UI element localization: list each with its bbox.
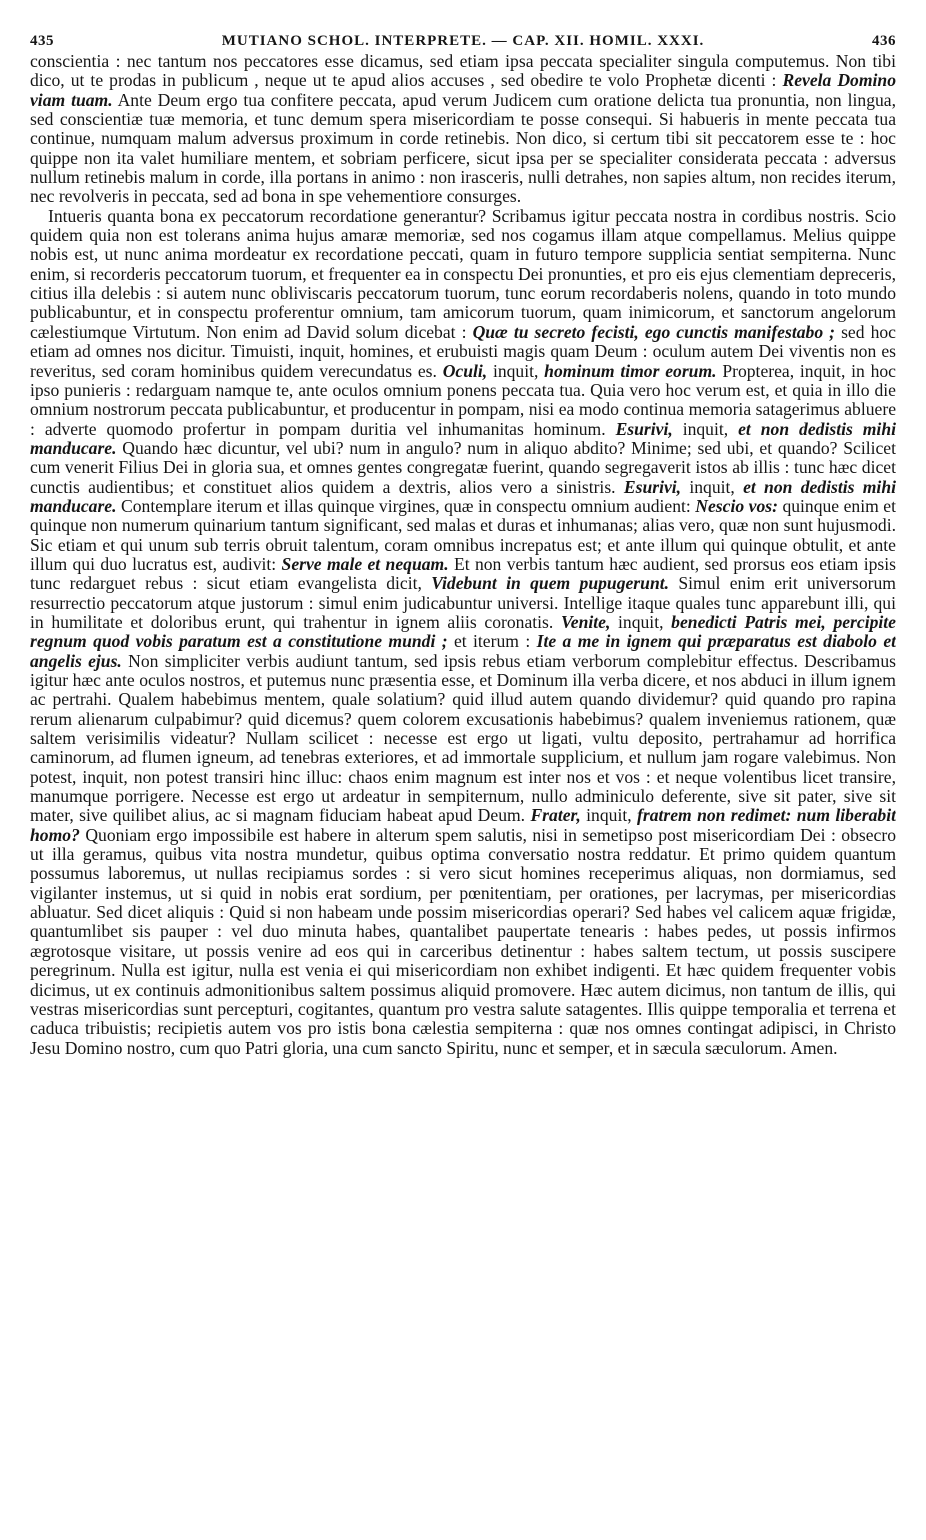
text-run: Et non verbis tantum hæc audient, sed prorsus eos etiam ipsis tunc redarguet rebus : sicut etiam evangelista dicit, <box>30 553 896 594</box>
text-run: conscientia : nec tantum nos peccatores esse dicamus, sed etiam ipsa peccata specialiter singula computemus. Non tibi dico, ut te prodas in publicum , neque ut te apud alios accuses , sed obedire te volo Prophetæ dicenti : <box>30 51 896 91</box>
italic-quotation: Revela Domino viam tuam. <box>30 70 896 110</box>
text-run: et iterum : <box>447 631 537 652</box>
paragraph <box>30 207 896 1058</box>
italic-quotation: Esurivi, <box>623 476 682 497</box>
italic-quotation: et non dedistis mihi manducare. <box>30 476 896 516</box>
italic-quotation: hominum timor eorum. <box>544 360 717 381</box>
italic-quotation: Frater, <box>530 805 581 826</box>
running-header <box>30 30 896 52</box>
text-run: Quoniam ergo impossibile est habere in alterum spem salutis, nisi in semetipso post misericordiam Dei : obsecro ut illa geramus, quibus vita nostra mundetur, quibus optima conversatio nostra reddatur. Et primo quidem quantum possumus laboremus, ut nullas recipiamus sordes : si vero sicut homines receperimus aliquas, non dormiamus, sed vigilanter instemus, ut si quid in nobis erat sordium, per pœnitentiam, per orationes, per lacrymas, per misericordias abluatur. Sed dicet aliquis : Quid si non habeam unde possim misericordias operari? Sed habes vel calicem aquæ frigidæ, quantumlibet sis pauper : vel duo minuta habes, quantalibet paupertate tenearis : habes pedes, ut possis infirmos ægrotosque visitare, ut possis venire ad eos qui in carceribus detinentur : habes saltem tectum, ut possis suscipere peregrinum. Nulla est igitur, nulla est venia ei qui misericordiam non exhibet indigenti. Et hæc quidem frequenter vobis dicimus, ut ex continuis admonitionibus saltem possimus aliquid promovere. Hæc autem dicimus, non tantum de illis, qui vestras misericordias sunt percepturi, cogitantes, quantum pro vestra salute satagentes. Illis quippe temporalia et terrena et caduca tribuistis; recipietis autem vos pro istis bona cælestia sempiterna : quæ nos omnes contingat adipisci, in Christo Jesu Domino nostro, cum quo Patri gloria, una cum sancto Spiritu, nunc et semper, et in sæcula sæculorum. Amen. <box>30 824 896 1058</box>
text-run: inquit, <box>487 360 545 381</box>
page-number-left: 435 <box>30 33 54 49</box>
italic-quotation: Serve male et nequam. <box>281 553 449 574</box>
text-run: Ante Deum ergo tua confitere peccata, apud verum Judicem cum oratione delicta tua pronuntia, non lingua, sed conscientiæ tuæ memoria, et tunc demum spera misericordiam te posse consequi. Si habueris in mente peccata tua continue, numquam malum adversus proximum in corde retinebis. Non dico, si certum tibi sit peccatorem esse te : hoc quippe non ita valet humiliare mentem, et sobriam perficere, sicut ipsa per se specialiter considerata peccata : adversus nullum retinebis malum in corde, illa portans in animo : non irasceris, nulli detrahes, non sapies altum, non recides iterum, nec revolveris in peccata, sed ad bona in spe vehementiore consurges. <box>30 89 896 207</box>
text-run: Propterea, inquit, in hoc ipso punieris : redarguam namque te, ante oculos omnium ponens peccata tua. Quia vero hoc verum est, et quia in illo die omnium nostrorum peccata publicabuntur, et producentur in pompam, nisi ea modo continua memoria satagerimus abluere : adverte quomodo profertur in pompam duritia vel inhumanitas hominum. <box>30 360 896 439</box>
text-run: Non simpliciter verbis audiunt tantum, sed ipsis rebus etiam verborum complebitur effectus. Describamus igitur hæc ante oculos nostros, et putemus nunc præsentia esse, et Dominum illa verba dicere, et nos abduci in illum ignem ac pertrahi. Qualem habebimus mentem, quale solatium? quid illud autem quando dividemur? quid quando pro rapina rerum alienarum culpabimur? quid dicemus? quem colorem excusationis habebimus? qualem inveniemus rationem, quæ saltem verisimilis videatur? Nullam scilicet : necesse est ergo ut ligati, vultu deposito, pertrahamur ad horrifica caminorum, ad flumen igneum, ad tenebras exteriores, et ad immortale supplicium, et nullum jam rogare valebimus. Non potest, inquit, non potest transiri hinc illuc: chaos enim magnum est inter nos et vos : et neque volentibus licet transire, manumque porrigere. Necesse est ergo ut ardeatur in sempiternum, nullo adminiculo deferente, sive sit pater, sive sit mater, sive quilibet alius, ac si magnam fiduciam habeat apud Deum. <box>30 650 896 826</box>
text-run: quinque enim et quinque non numerum quinarium tantum significant, sed malas et duras et inhumanas; alias vero, quæ non sunt hujusmodi. Sic etiam et qui unum sub terris obruit talentum, coram omnibus increpatus est; et ante illum qui quinque obtulit, et ante illum qui duo lucratus est, audivit: <box>30 495 896 574</box>
text-run: Intueris quanta bona ex peccatorum recordatione generantur? Scribamus igitur peccata nostra in cordibus nostris. Scio quidem quia non est tolerans anima hujus amaræ memoriæ, sed nos cogamus illam atque compellamus. Melius quippe nobis est, ut nunc anima mordeatur ex recordatione peccati, quam in futuro tempore supplicia sentiat sempiterna. Nunc enim, si recorderis peccatorum tuorum, et frequenter ea in conspectu Dei pronunties, et pro eis ejus clementiam depreceris, citius illa delebis : si autem nunc obliviscaris peccatorum tuorum, tunc eorum recordaberis nolens, quando in toto mundo publicabuntur, et in conspectu proferentur omnium, tam amicorum tuorum, quam inimicorum, et sanctorum angelorum cælestiumque Virtutum. Non enim ad David solum dicebat : <box>30 205 896 342</box>
running-title: MUTIANO SCHOL. INTERPRETE. — CAP. XII. HOMIL. XXXI. <box>221 33 705 49</box>
text-run: Simul enim erit universorum resurrectio peccatorum atque justorum : simul enim judicabuntur universi. Intellige itaque quales tunc apparebunt illi, qui in humilitate et doloribus erunt, qui trahentur in ignem aliis coronatis. <box>30 573 896 632</box>
italic-quotation: et non dedistis mihi manducare. <box>30 418 896 458</box>
italic-quotation: Nescio vos: <box>695 495 778 516</box>
text-run: inquit, <box>681 476 744 497</box>
text-run: Quando hæc dicuntur, vel ubi? num in angulo? num in aliquo abdito? Minime; sed ubi, et quando? Scilicet cum venerit Filius Dei in gloria sua, et omnes gentes congregatæ fuerint, quando segregaverit istos ab illis : tunc hæc dicet cunctis audientibus; et constituet alios quidem a dextris, alios vero a sinistris. <box>30 437 896 497</box>
page-number-right: 436 <box>872 33 896 49</box>
paragraph <box>30 52 896 207</box>
text-run: sed hoc etiam ad omnes nos dicitur. Timuisti, inquit, homines, et erubuisti magis quam Deum : oculum autem Dei viventis non es reveritus, sed coram hominibus quidem verecundatus es. <box>30 321 896 381</box>
text-run: Contemplare iterum et illas quinque virgines, quæ in conspectu omnium audient: <box>116 495 696 516</box>
italic-quotation: Ite a me in ignem qui præparatus est diabolo et angelis ejus. <box>30 631 896 671</box>
italic-quotation: Oculi, <box>442 360 488 381</box>
body-text <box>30 52 896 1058</box>
italic-quotation: fratrem non redimet: num liberabit homo? <box>30 805 896 845</box>
text-run: inquit, <box>580 805 637 826</box>
italic-quotation: Esurivi, <box>615 418 673 439</box>
italic-quotation: Videbunt in quem pupugerunt. <box>431 573 670 594</box>
book-page <box>30 30 896 1530</box>
italic-quotation: benedicti Patris mei, percipite regnum quod vobis paratum est a constitutione mundi ; <box>30 611 896 652</box>
text-run: inquit, <box>672 418 739 439</box>
italic-quotation: Quæ tu secreto fecisti, ego cunctis manifestabo ; <box>472 321 836 342</box>
text-run: inquit, <box>610 611 672 632</box>
italic-quotation: Venite, <box>560 611 611 632</box>
